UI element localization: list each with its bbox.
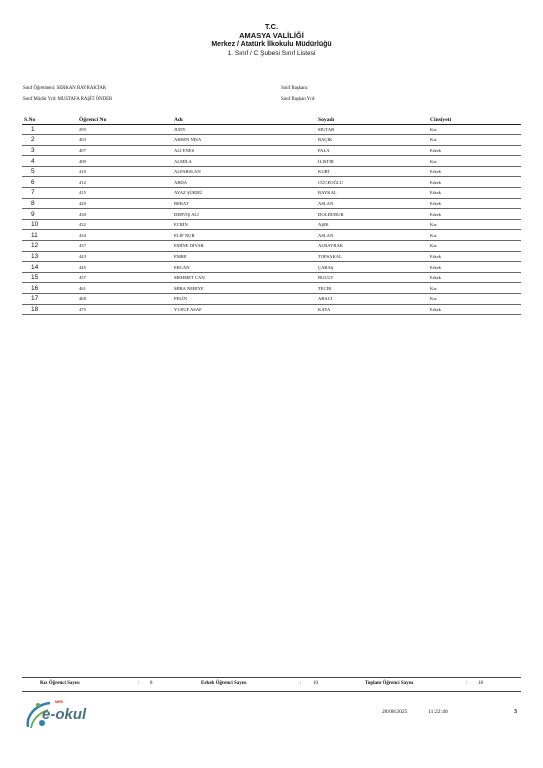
table-row <box>22 230 521 241</box>
cell-last-name: CÜCEOĞLU <box>316 177 428 188</box>
cell-gender: Kız <box>428 241 521 252</box>
cell-gender: Erkek <box>428 188 521 199</box>
cell-sno: 2 <box>22 135 77 146</box>
cell-gender: Kız <box>428 135 521 146</box>
table-row <box>22 145 521 156</box>
girls-count: 8 <box>150 681 153 686</box>
cell-student-no: 409 <box>77 156 172 167</box>
cell-last-name: ÇABAŞ <box>316 262 428 273</box>
table-row <box>22 124 521 135</box>
cell-student-no: 295 <box>77 124 172 135</box>
cell-sno: 5 <box>22 166 77 177</box>
cell-last-name: TECİR <box>316 283 428 294</box>
cell-first-name: ALİ ENES <box>172 145 316 156</box>
girls-sep: : <box>138 681 140 686</box>
cell-gender: Erkek <box>428 198 521 209</box>
cell-student-no: 475 <box>77 304 172 315</box>
cell-first-name: AYAZ ŞÜKRÜ <box>172 188 316 199</box>
cell-sno: 1 <box>22 124 77 135</box>
cell-gender: Kız <box>428 219 521 230</box>
cell-last-name: BULUT <box>316 272 428 283</box>
cell-sno: 17 <box>22 294 77 305</box>
cell-first-name: DERVİŞ ALİ <box>172 209 316 220</box>
header-last-name: Soyadı <box>316 116 428 124</box>
cell-gender: Kız <box>428 283 521 294</box>
table-row <box>22 294 521 305</box>
cell-first-name: JUDY <box>172 124 316 135</box>
table-row <box>22 166 521 177</box>
table-row <box>22 272 521 283</box>
cell-gender: Erkek <box>428 272 521 283</box>
class-vice-principal: Sınıf Müdür Yrd: MUSTAFA RAŞİT ÖNDER <box>23 97 113 102</box>
cell-gender: Erkek <box>428 262 521 273</box>
footer-top-rule <box>22 677 521 678</box>
cell-last-name: İLİSTİR <box>316 156 428 167</box>
cell-gender: Erkek <box>428 251 521 262</box>
cell-last-name: ALBAYRAK <box>316 241 428 252</box>
cell-gender: Erkek <box>428 209 521 220</box>
table-row <box>22 219 521 230</box>
cell-student-no: 468 <box>77 294 172 305</box>
page-number: 3 <box>514 709 517 715</box>
total-count-label <box>365 681 413 686</box>
cell-last-name: ARACI <box>316 294 428 305</box>
cell-last-name: ASLAN <box>316 198 428 209</box>
logo-text: e-okul <box>42 706 87 723</box>
cell-last-name: BAÇIK <box>316 135 428 146</box>
header-list-title: 1. Sınıf / C Şubesi Sınıf Listesi <box>227 50 316 57</box>
cell-student-no: 461 <box>77 283 172 294</box>
cell-student-no: 407 <box>77 145 172 156</box>
header-governorship: AMASYA VALİLİĞİ <box>239 31 304 40</box>
cell-first-name: MİRA NEBİYE <box>172 283 316 294</box>
student-table <box>22 116 521 315</box>
cell-first-name: PELİN <box>172 294 316 305</box>
cell-student-no: 445 <box>77 262 172 273</box>
cell-sno: 13 <box>22 251 77 262</box>
cell-sno: 12 <box>22 241 77 252</box>
cell-gender: Kız <box>428 124 521 135</box>
table-row <box>22 304 521 315</box>
cell-sno: 10 <box>22 219 77 230</box>
cell-first-name: ALMİLA <box>172 156 316 167</box>
class-teacher: Sınıf Öğretmeni: SERKAN BAYRAKTAR <box>23 86 106 91</box>
cell-gender: Erkek <box>428 304 521 315</box>
print-time: 11:22:40 <box>428 709 448 715</box>
cell-student-no: 430 <box>77 209 172 220</box>
cell-sno: 11 <box>22 230 77 241</box>
cell-last-name: MUTAB <box>316 124 428 135</box>
cell-last-name: TOPSAKAL <box>316 251 428 262</box>
cell-first-name: ERCAN <box>172 262 316 273</box>
table-row <box>22 209 521 220</box>
table-row <box>22 156 521 167</box>
cell-sno: 9 <box>22 209 77 220</box>
boys-label: Erkek Öğrenci Sayısı <box>201 681 247 686</box>
table-row <box>22 283 521 294</box>
cell-sno: 14 <box>22 262 77 273</box>
cell-first-name: ECRİN <box>172 219 316 230</box>
total-count: 18 <box>478 681 483 686</box>
print-date: 28/08/2025 <box>382 709 408 715</box>
header-first-name: Adı <box>172 116 316 124</box>
table-row <box>22 241 521 252</box>
footer-bottom-rule <box>22 691 521 692</box>
table-row <box>22 135 521 146</box>
cell-gender: Erkek <box>428 177 521 188</box>
class-head-deputy: Sınıf Başkan Yrd: <box>281 97 316 102</box>
cell-last-name: AŞIK <box>316 219 428 230</box>
cell-student-no: 403 <box>77 135 172 146</box>
cell-first-name: EMİNE DİYAR <box>172 241 316 252</box>
table-row <box>22 251 521 262</box>
cell-first-name: AHSEN NİSA <box>172 135 316 146</box>
cell-student-no: 415 <box>77 188 172 199</box>
cell-sno: 8 <box>22 198 77 209</box>
logo-meb: MEB <box>55 700 63 704</box>
table-row <box>22 177 521 188</box>
header-school: Merkez / Atatürk İlkokulu Müdürlüğü <box>211 41 332 48</box>
cell-sno: 7 <box>22 188 77 199</box>
cell-sno: 15 <box>22 272 77 283</box>
cell-first-name: ELİF NUR <box>172 230 316 241</box>
table-header-row <box>22 116 521 124</box>
cell-sno: 3 <box>22 145 77 156</box>
cell-last-name: KAYA <box>316 304 428 315</box>
cell-student-no: 410 <box>77 166 172 177</box>
header-gender: Cinsiyeti <box>428 116 521 124</box>
cell-sno: 16 <box>22 283 77 294</box>
cell-student-no: 437 <box>77 241 172 252</box>
total-sep: : <box>466 681 468 686</box>
cell-gender: Kız <box>428 294 521 305</box>
cell-gender: Erkek <box>428 145 521 156</box>
cell-last-name: DOLDURUR <box>316 209 428 220</box>
header-student-no: Öğrenci No <box>77 116 172 124</box>
cell-gender: Kız <box>428 230 521 241</box>
cell-student-no: 420 <box>77 198 172 209</box>
cell-first-name: ALPARSLAN <box>172 166 316 177</box>
cell-first-name: MEHMET CAN <box>172 272 316 283</box>
cell-last-name: KURT <box>316 166 428 177</box>
cell-student-no: 412 <box>77 177 172 188</box>
table-row <box>22 188 521 199</box>
cell-first-name: EMRE <box>172 251 316 262</box>
cell-gender: Kız <box>428 156 521 167</box>
total-label: Toplam Öğrenci Sayısı <box>365 681 414 686</box>
cell-gender: Erkek <box>428 166 521 177</box>
cell-sno: 6 <box>22 177 77 188</box>
boys-count: 10 <box>313 681 318 686</box>
cell-sno: 4 <box>22 156 77 167</box>
cell-student-no: 432 <box>77 219 172 230</box>
header-sno: S.No <box>22 116 77 124</box>
class-head: Sınıf Başkanı: <box>281 86 309 91</box>
cell-student-no: 443 <box>77 251 172 262</box>
document-header <box>0 22 543 58</box>
cell-first-name: ARDA <box>172 177 316 188</box>
table-row <box>22 198 521 209</box>
cell-first-name: BERAT <box>172 198 316 209</box>
cell-last-name: PALA <box>316 145 428 156</box>
boys-sep: : <box>300 681 302 686</box>
cell-sno: 18 <box>22 304 77 315</box>
girls-label: Kız Öğrenci Sayısı <box>40 681 80 686</box>
girls-count-label <box>40 681 80 686</box>
header-tc: T.C. <box>264 22 279 31</box>
cell-student-no: 434 <box>77 230 172 241</box>
boys-count-label <box>201 681 246 686</box>
cell-last-name: ASLAN <box>316 230 428 241</box>
cell-student-no: 457 <box>77 272 172 283</box>
cell-first-name: YUSUF ASAF <box>172 304 316 315</box>
cell-last-name: BAYKAL <box>316 188 428 199</box>
table-row <box>22 262 521 273</box>
